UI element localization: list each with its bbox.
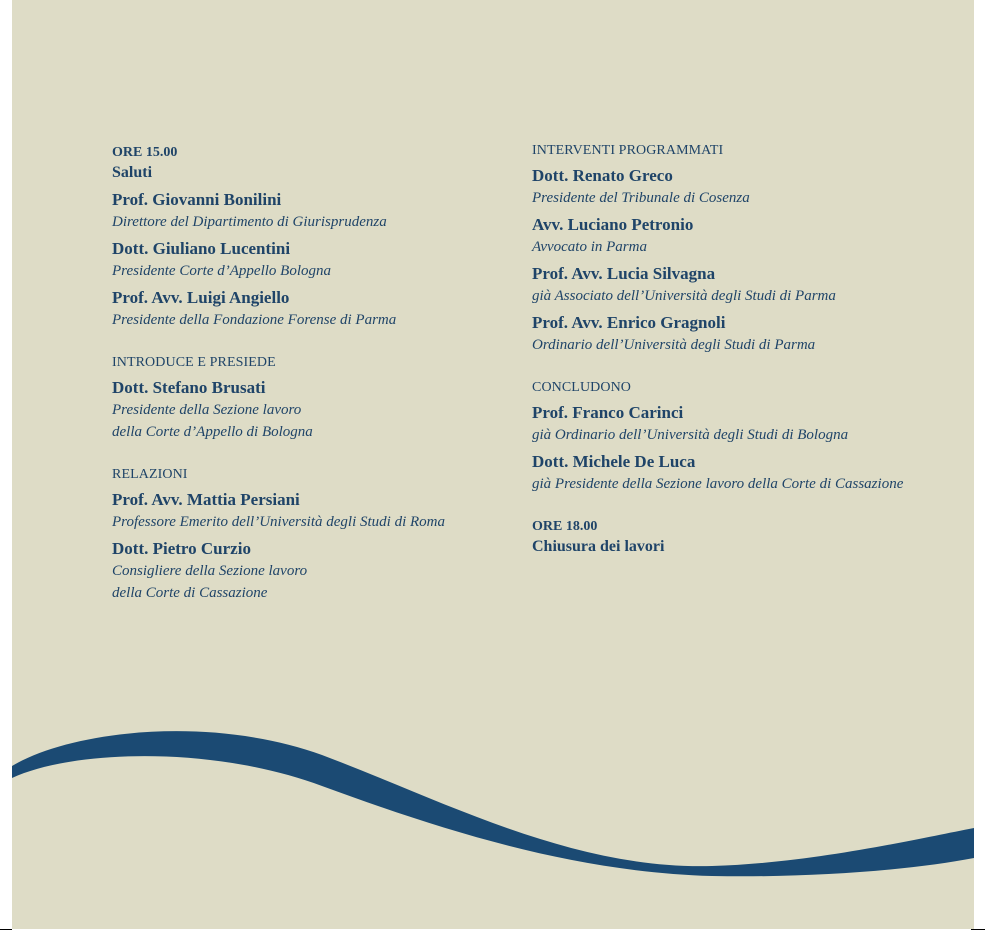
crop-mark (971, 929, 985, 930)
speaker-role: già Associato dell’Università degli Studi di Parma (532, 288, 836, 304)
speaker-role: Direttore del Dipartimento di Giurisprudenza (112, 214, 387, 230)
introduce-section (112, 354, 512, 443)
speaker-name: Dott. Michele De Luca (532, 452, 696, 471)
speaker-role: Consigliere della Sezione lavoro (112, 563, 308, 579)
speaker-role: Professore Emerito dell’Università degli Studi di Roma (112, 514, 446, 530)
speaker-entry (532, 451, 962, 495)
program-page (12, 0, 974, 929)
speaker-entry (532, 165, 962, 209)
speaker-entry (532, 312, 962, 356)
section-label: CONCLUDONO (532, 380, 631, 395)
speaker-role: Avvocato in Parma (532, 239, 647, 255)
speaker-name: Prof. Avv. Lucia Silvagna (532, 264, 716, 283)
speaker-role: della Corte di Cassazione (112, 585, 268, 601)
speaker-name: Dott. Pietro Curzio (112, 539, 251, 558)
closing-section (532, 518, 962, 558)
opening-time: ORE 15.00 (112, 145, 178, 160)
wave-band (12, 731, 974, 876)
speaker-entry (112, 287, 512, 331)
closing-time: ORE 18.00 (532, 519, 598, 534)
left-column (112, 142, 512, 627)
speaker-entry (532, 263, 962, 307)
speaker-entry (532, 214, 962, 258)
opening-title: Saluti (112, 164, 153, 181)
crop-mark (0, 929, 12, 930)
speaker-name: Prof. Avv. Enrico Gragnoli (532, 313, 726, 332)
speaker-entry (112, 238, 512, 282)
interventi-section (532, 142, 962, 356)
relazioni-section (112, 466, 512, 604)
section-label: INTRODUCE E PRESIEDE (112, 355, 276, 370)
speaker-name: Dott. Stefano Brusati (112, 378, 266, 397)
section-label: RELAZIONI (112, 467, 188, 482)
closing-title: Chiusura dei lavori (532, 538, 665, 555)
speaker-name: Prof. Avv. Mattia Persiani (112, 490, 300, 509)
speaker-name: Prof. Avv. Luigi Angiello (112, 288, 290, 307)
speaker-name: Prof. Giovanni Bonilini (112, 190, 282, 209)
opening-section (112, 144, 512, 331)
speaker-role: Ordinario dell’Università degli Studi di Parma (532, 337, 816, 353)
section-label: INTERVENTI PROGRAMMATI (532, 143, 724, 158)
speaker-name: Dott. Giuliano Lucentini (112, 239, 291, 258)
speaker-name: Prof. Franco Carinci (532, 403, 684, 422)
speaker-role: Presidente del Tribunale di Cosenza (532, 190, 750, 206)
speaker-role: già Presidente della Sezione lavoro della Corte di Cassazione (532, 476, 904, 492)
right-column (532, 142, 962, 581)
speaker-name: Avv. Luciano Petronio (532, 215, 694, 234)
speaker-role: della Corte d’Appello di Bologna (112, 424, 313, 440)
speaker-role: già Ordinario dell’Università degli Studi di Bologna (532, 427, 849, 443)
speaker-entry (532, 402, 962, 446)
speaker-entry (112, 489, 512, 533)
speaker-entry (112, 377, 512, 443)
speaker-entry (112, 538, 512, 604)
speaker-entry (112, 189, 512, 233)
speaker-role: Presidente della Fondazione Forense di Parma (112, 312, 397, 328)
concludono-section (532, 379, 962, 495)
decorative-wave (12, 700, 974, 929)
speaker-role: Presidente Corte d’Appello Bologna (112, 263, 331, 279)
speaker-name: Dott. Renato Greco (532, 166, 673, 185)
speaker-role: Presidente della Sezione lavoro (112, 402, 302, 418)
